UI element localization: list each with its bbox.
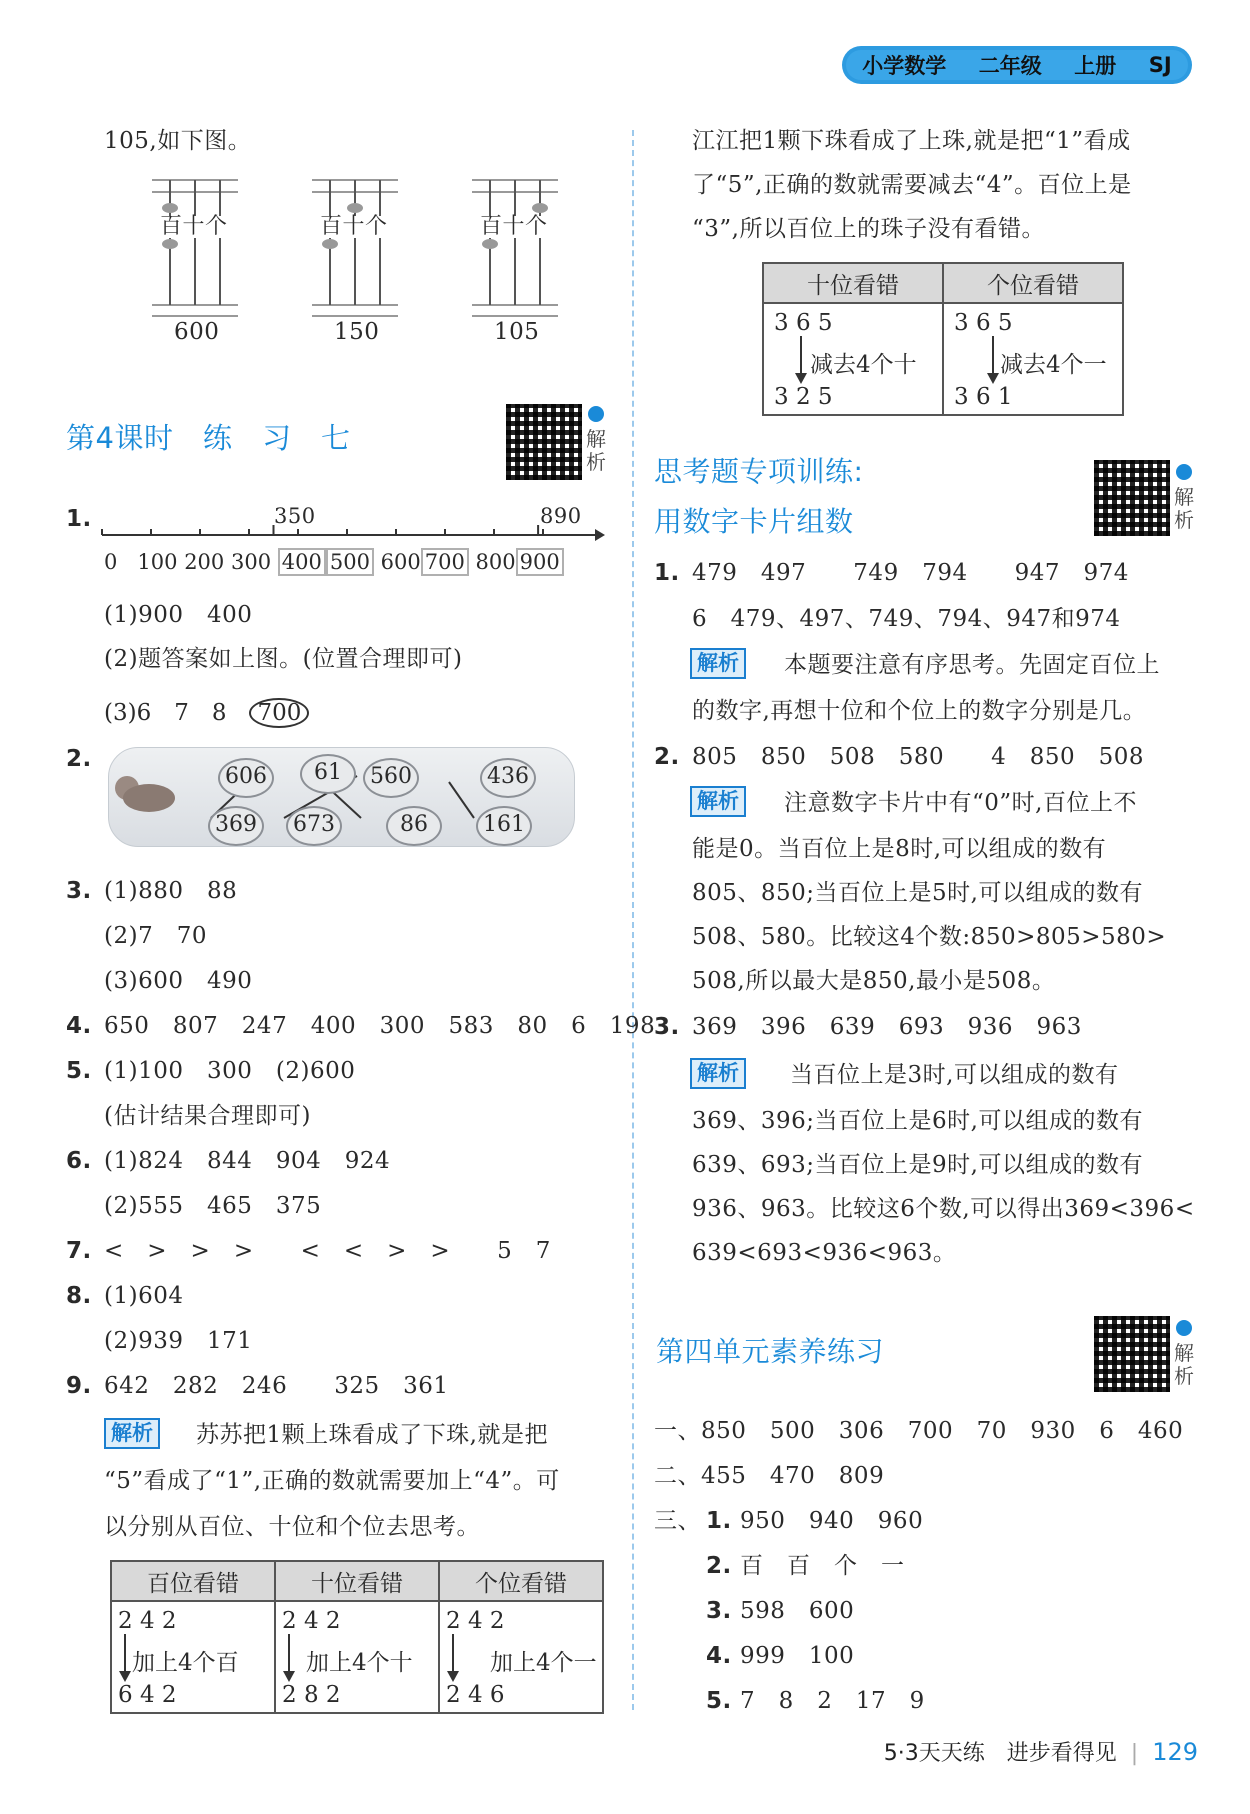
q9-explain: 苏苏把1颗上珠看成了下珠,就是把 [196, 1422, 548, 1448]
tick-label: 600 [380, 550, 421, 574]
cell-top: 2 4 2 [118, 1608, 177, 1634]
abacus-1-label: 百十个 [160, 214, 228, 239]
s1-line: 479 497 749 794 947 974 [692, 560, 1129, 586]
right-cont: 了“5”,正确的数就需要减去“4”。百位上是 [692, 172, 1132, 198]
column-divider [632, 130, 634, 1710]
abacus-3-label: 百十个 [480, 214, 548, 239]
page-number: 129 [1152, 1738, 1198, 1766]
s1-line: 6 479、497、749、794、947和974 [692, 606, 1121, 632]
stone-top: 606 [218, 758, 274, 798]
table-header: 十位看错 [275, 1561, 439, 1601]
cell-note: 加上4个百 [132, 1650, 239, 1676]
cell-top: 3 6 5 [954, 310, 1013, 336]
table-cell [112, 1602, 274, 1712]
unit-sub-number: 3. [706, 1598, 732, 1624]
q5-line: (估计结果合理即可) [104, 1103, 311, 1129]
qr-code-icon[interactable] [1094, 1316, 1170, 1392]
q6-line: (2)555 465 375 [104, 1193, 322, 1219]
down-arrow-icon [288, 1634, 290, 1680]
intro-text: 105,如下图。 [104, 128, 252, 154]
q3-number: 3. [66, 878, 92, 904]
q9-text: 642 282 246 325 361 [104, 1373, 449, 1399]
q7-text: < > > > < < > > 5 7 [104, 1238, 551, 1264]
cell-bottom: 6 4 2 [118, 1682, 177, 1708]
cell-bottom: 2 4 6 [446, 1682, 505, 1708]
section-title: 思考题专项训练: [654, 455, 864, 488]
lesson-title: 第4课时 练 习 七 [66, 421, 351, 455]
s3-explain: 639、693;当百位上是9时,可以组成的数有 [692, 1152, 1143, 1178]
explain-tag: 解析 [104, 1418, 160, 1449]
cell-top: 2 4 2 [446, 1608, 505, 1634]
table-header: 百位看错 [111, 1561, 275, 1601]
table-cell [944, 304, 1122, 414]
s2-explain: 508,所以最大是850,最小是508。 [692, 968, 1056, 994]
qr-label: 解析 [1174, 1341, 1194, 1388]
unit-sub-number: 1. [706, 1508, 732, 1534]
table-cell [276, 1602, 438, 1712]
unit-sub-text: 950 940 960 [740, 1508, 924, 1534]
qr-label: 解析 [586, 427, 606, 474]
s1-tag [690, 648, 746, 679]
down-arrow-icon [452, 1634, 454, 1680]
s3-explain: 369、396;当百位上是6时,可以组成的数有 [692, 1108, 1143, 1134]
qr-code-icon[interactable] [1094, 460, 1170, 536]
number-line-ticks [104, 548, 564, 576]
s1-explain: 的数字,再想十位和个位上的数字分别是几。 [692, 698, 1147, 724]
explain-tag: 解析 [690, 786, 746, 817]
down-arrow-icon [800, 336, 802, 382]
play-icon [1176, 464, 1192, 480]
s3-line: 369 396 639 693 936 963 [692, 1014, 1082, 1040]
unit-sub-text: 百 百 个 一 [740, 1553, 905, 1579]
s2-line: 805 850 508 580 4 850 508 [692, 744, 1145, 770]
q9-number: 9. [66, 1373, 92, 1399]
unit-answer-1: 一、850 500 306 700 70 930 6 460 [654, 1418, 1184, 1444]
q8-line: (2)939 171 [104, 1328, 253, 1354]
unit-sub-text: 598 600 [740, 1598, 855, 1624]
q4-number: 4. [66, 1013, 92, 1039]
q8-number: 8. [66, 1283, 92, 1309]
q9-explain: “5”看成了“1”,正确的数就需要加上“4”。可 [104, 1468, 560, 1494]
s3-explain: 936、963。比较这6个数,可以得出369<396< [692, 1196, 1195, 1222]
q3-line: (2)7 70 [104, 923, 207, 949]
s2-explain: 注意数字卡片中有“0”时,百位上不 [784, 790, 1137, 816]
down-arrow-icon [992, 336, 994, 382]
q1-answer-3-prefix: (3)6 7 8 [104, 700, 227, 726]
cell-bottom: 3 2 5 [774, 384, 833, 410]
cell-note: 加上4个十 [306, 1650, 413, 1676]
stone-top: 61 [300, 754, 356, 794]
q9-table [110, 1560, 604, 1714]
s2-explain: 能是0。当百位上是8时,可以组成的数有 [692, 836, 1107, 862]
q2-number: 2. [66, 746, 92, 772]
unit-sub-text: 999 100 [740, 1643, 855, 1669]
page-footer: 5·3天天练 进步看得见 | 129 [883, 1738, 1198, 1766]
table-header: 个位看错 [943, 263, 1123, 303]
abacus-2-label: 百十个 [320, 214, 388, 239]
q1-answer-1: (1)900 400 [104, 602, 253, 628]
tick-label: 0 [104, 550, 118, 574]
q1-answer-3 [104, 694, 309, 728]
play-icon [1176, 1320, 1192, 1336]
abacus-3-value: 105 [494, 319, 540, 345]
stone-bottom: 161 [476, 806, 532, 846]
abacus-1-value: 600 [174, 319, 220, 345]
q7-number: 7. [66, 1238, 92, 1264]
q6-number: 6. [66, 1148, 92, 1174]
circled-answer: 700 [249, 698, 309, 728]
tick-label: 100 [137, 550, 178, 574]
q9-explain: 以分别从百位、十位和个位去思考。 [104, 1514, 480, 1540]
s1-number: 1. [654, 560, 680, 586]
stone-bottom: 86 [386, 806, 442, 846]
q9-explain-tag [104, 1418, 160, 1449]
unit-answer-3-prefix: 三、 [654, 1508, 701, 1534]
q6-line: (1)824 844 904 924 [104, 1148, 391, 1174]
mark-350: 350 [274, 504, 316, 528]
section-subtitle: 用数字卡片组数 [654, 505, 854, 538]
table-header: 个位看错 [439, 1561, 603, 1601]
footer-brand: 5·3天天练 进步看得见 [883, 1741, 1117, 1766]
cell-note: 减去4个十 [810, 352, 917, 378]
tick-label: 300 [230, 550, 272, 574]
s1-explain: 本题要注意有序思考。先固定百位上 [784, 652, 1160, 678]
s3-explain: 639<693<936<963。 [692, 1240, 957, 1266]
s2-explain: 805、850;当百位上是5时,可以组成的数有 [692, 880, 1143, 906]
stone-bottom: 673 [286, 806, 342, 846]
q3-line: (3)600 490 [104, 968, 253, 994]
play-icon [588, 406, 604, 422]
q1-number: 1. [66, 506, 92, 532]
header-edition: SJ [1148, 53, 1172, 77]
q5-line: (1)100 300 (2)600 [104, 1058, 356, 1084]
explain-tag: 解析 [690, 1058, 746, 1089]
unit-sub-number: 2. [706, 1553, 732, 1579]
stone-bottom: 369 [208, 806, 264, 846]
down-arrow-icon [124, 1634, 126, 1680]
tick-label: 200 [184, 550, 225, 574]
tick-label: 800 [475, 550, 516, 574]
cell-note: 加上4个一 [490, 1650, 597, 1676]
abacus-1 [152, 180, 238, 316]
q4-text: 650 807 247 400 300 583 80 6 198 [104, 1013, 656, 1039]
q1-answer-2: (2)题答案如上图。(位置合理即可) [104, 646, 463, 672]
qr-label: 解析 [1174, 485, 1194, 532]
cell-bottom: 3 6 1 [954, 384, 1013, 410]
s3-explain: 当百位上是3时,可以组成的数有 [790, 1062, 1119, 1088]
q5-number: 5. [66, 1058, 92, 1084]
s2-tag [690, 786, 746, 817]
unit-answer-2: 二、455 470 809 [654, 1463, 885, 1489]
right-cont: 江江把1颗下珠看成了上珠,就是把“1”看成 [692, 128, 1131, 154]
q3-line: (1)880 88 [104, 878, 238, 904]
cell-top: 3 6 5 [774, 310, 833, 336]
header-grade: 二年级 [978, 54, 1042, 78]
header-pill [842, 46, 1192, 84]
header-subject: 小学数学 [862, 54, 947, 78]
table-cell [764, 304, 942, 414]
cell-top: 2 4 2 [282, 1608, 341, 1634]
right-table [762, 262, 1124, 416]
tick-label-boxed: 700 [421, 548, 469, 576]
header-volume: 上册 [1074, 54, 1117, 78]
abacus-3 [472, 180, 558, 316]
s2-number: 2. [654, 744, 680, 770]
s2-explain: 508、580。比较这4个数:850>805>580> [692, 924, 1167, 950]
abacus-2 [312, 180, 398, 316]
table-cell [440, 1602, 602, 1712]
mark-890: 890 [540, 504, 582, 528]
q8-line: (1)604 [104, 1283, 184, 1309]
unit-sub-text: 7 8 2 17 9 [740, 1688, 925, 1714]
s3-number: 3. [654, 1014, 680, 1040]
right-cont: “3”,所以百位上的珠子没有看错。 [692, 216, 1045, 242]
cell-bottom: 2 8 2 [282, 1682, 341, 1708]
s3-tag [690, 1058, 746, 1089]
tick-label-boxed: 900 [516, 548, 564, 576]
stone-top: 560 [363, 758, 419, 798]
explain-tag: 解析 [690, 648, 746, 679]
tick-label-boxed: 500 [326, 548, 374, 576]
stone-top: 436 [480, 758, 536, 798]
qr-code-icon[interactable] [506, 404, 582, 480]
table-header: 十位看错 [763, 263, 943, 303]
abacus-2-value: 150 [334, 319, 380, 345]
cell-note: 减去4个一 [1000, 352, 1107, 378]
unit-sub-number: 4. [706, 1643, 732, 1669]
tick-label-boxed: 400 [278, 548, 326, 576]
unit-sub-number: 5. [706, 1688, 732, 1714]
unit-title: 第四单元素养练习 [656, 1335, 885, 1368]
